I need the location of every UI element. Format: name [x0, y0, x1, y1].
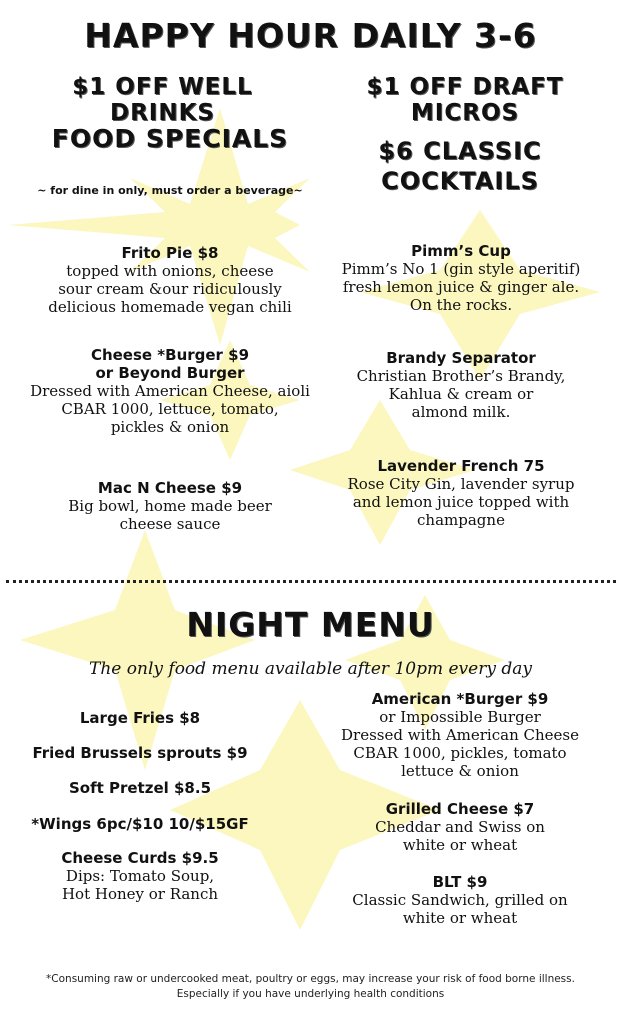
menu-item-blt [315, 873, 605, 927]
item-desc: and lemon juice topped with [352, 493, 570, 511]
menu-item-cheese-burger [10, 346, 330, 436]
item-desc: On the rocks. [409, 296, 513, 314]
item-title-alt: or Beyond Burger [95, 364, 245, 382]
item-desc: Dressed with American Cheese [341, 726, 579, 744]
disclaimer-line2: Especially if you have underlying health conditions [176, 988, 445, 1000]
item-desc: pickles & onion [110, 418, 230, 436]
item-desc: or Impossible Burger [379, 708, 541, 726]
disclaimer-line1: *Consuming raw or undercooked meat, poultry or eggs, may increase your risk of food borne illness. [46, 973, 575, 985]
item-desc: Cheddar and Swiss on [375, 818, 545, 836]
item-desc: champagne [417, 511, 505, 529]
item-desc: topped with onions, cheese [66, 262, 274, 280]
menu-item-fried-brussels: Fried Brussels sprouts $9 [32, 744, 248, 762]
night-menu-subtitle: The only food menu available after 10pm every day [89, 659, 532, 679]
menu-item-soft-pretzel: Soft Pretzel $8.5 [68, 779, 212, 797]
item-desc: Pimm’s No 1 (gin style aperitif) [341, 260, 581, 278]
happy-hour-title: HAPPY HOUR DAILY 3-6 [84, 16, 537, 55]
item-desc: delicious homemade vegan chili [48, 298, 292, 316]
item-title: Mac N Cheese $9 [97, 479, 243, 497]
cocktail-lavender-french-75 [316, 457, 606, 529]
menu-item-large-fries: Large Fries $8 [79, 709, 201, 727]
dine-in-note: ~ for dine in only, must order a beverage~ [37, 184, 303, 197]
cocktail-brandy-separator [316, 349, 606, 421]
item-title: Pimm’s Cup [411, 242, 511, 260]
item-desc: fresh lemon juice & ginger ale. [342, 278, 580, 296]
health-disclaimer [0, 972, 621, 1002]
menu-item-mac-n-cheese [10, 479, 330, 533]
item-desc: Kahlua & cream or [388, 385, 534, 403]
cocktail-pimms-cup [316, 242, 606, 314]
item-desc: CBAR 1000, pickles, tomato [353, 744, 567, 762]
item-desc: lettuce & onion [401, 762, 519, 780]
food-specials-heading: FOOD SPECIALS [51, 124, 289, 153]
item-title: Cheese Curds $9.5 [61, 849, 219, 867]
item-title: American *Burger $9 [371, 690, 549, 708]
deal-draft-micros: $1 OFF DRAFT MICROS [366, 74, 564, 126]
item-desc: Dressed with American Cheese, aioli [30, 382, 310, 400]
item-desc: Rose City Gin, lavender syrup [347, 475, 575, 493]
cocktails-heading-line2: COCKTAILS [381, 167, 539, 195]
item-desc: almond milk. [411, 403, 511, 421]
item-desc: Big bowl, home made beer [68, 497, 272, 515]
item-title: Cheese *Burger $9 [90, 346, 250, 364]
item-desc: CBAR 1000, lettuce, tomato, [61, 400, 279, 418]
item-desc: Christian Brother’s Brandy, [356, 367, 566, 385]
item-title: Grilled Cheese $7 [385, 800, 535, 818]
item-desc: sour cream &our ridiculously [58, 280, 282, 298]
item-desc: Hot Honey or Ranch [61, 885, 219, 903]
cocktails-heading-line1: $6 CLASSIC [378, 137, 542, 165]
deal-well-drinks: $1 OFF WELL DRINKS [72, 74, 253, 126]
item-desc: white or wheat [402, 909, 518, 927]
menu-item-wings: *Wings 6pc/$10 10/$15GF [31, 815, 249, 833]
item-title: BLT $9 [432, 873, 488, 891]
item-title: Frito Pie $8 [121, 244, 219, 262]
menu-item-grilled-cheese [315, 800, 605, 854]
night-menu-heading: NIGHT MENU [186, 605, 435, 644]
item-desc: white or wheat [402, 836, 518, 854]
cocktails-heading [340, 136, 580, 196]
item-title: Brandy Separator [386, 349, 536, 367]
star-shape [20, 530, 255, 770]
item-title: Lavender French 75 [377, 457, 545, 475]
item-desc: cheese sauce [119, 515, 221, 533]
menu-item-cheese-curds [10, 849, 270, 903]
menu-item-frito-pie [10, 244, 330, 316]
menu-item-american-burger [315, 690, 605, 780]
item-desc: Dips: Tomato Soup, [65, 867, 215, 885]
dotted-divider [6, 580, 616, 583]
item-desc: Classic Sandwich, grilled on [352, 891, 568, 909]
